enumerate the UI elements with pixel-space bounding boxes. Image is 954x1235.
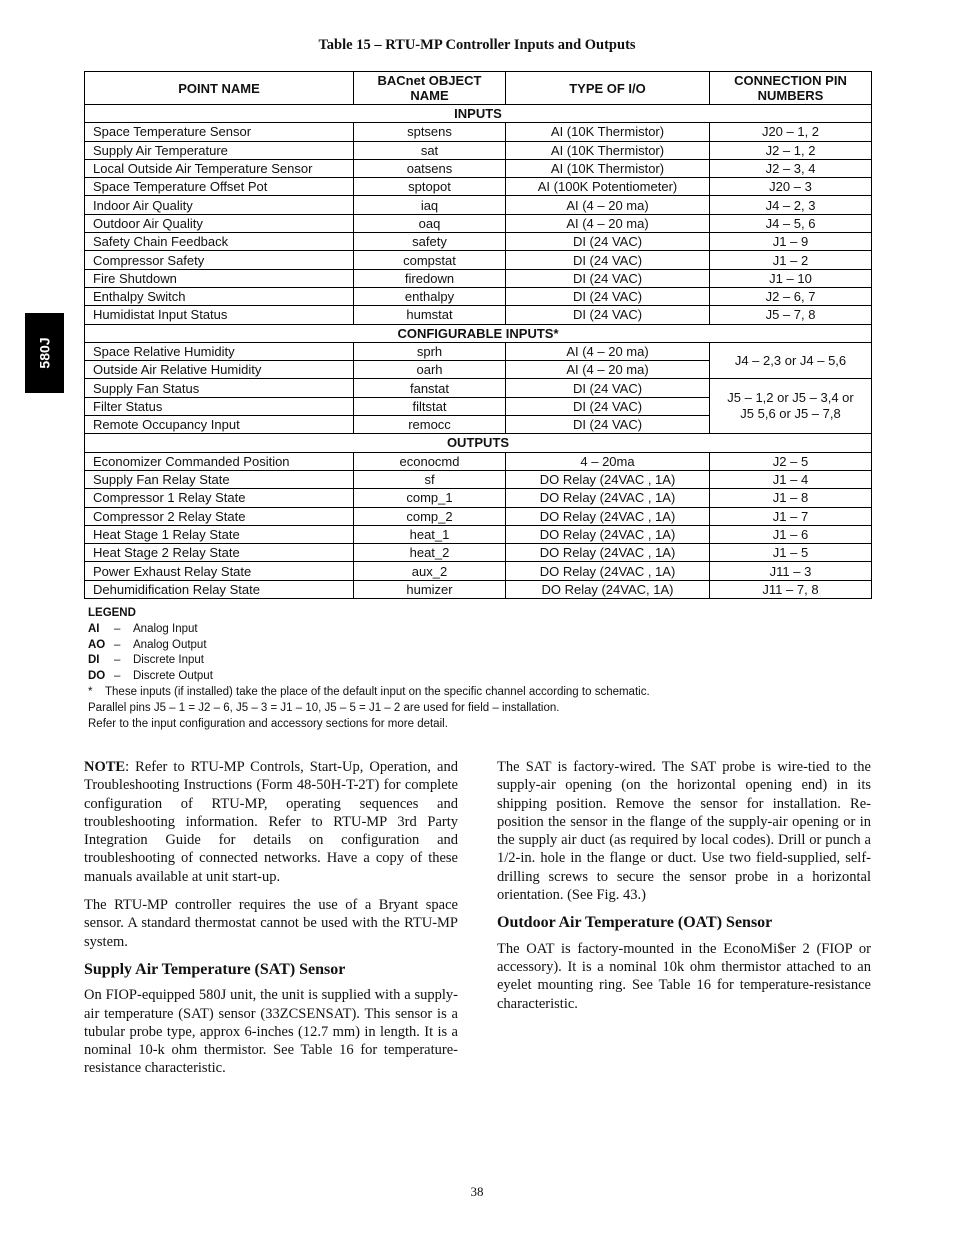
table-row bbox=[85, 251, 872, 269]
io-type-cell: AI (10K Thermistor) bbox=[506, 159, 710, 177]
io-type-cell: AI (4 – 20 ma) bbox=[506, 196, 710, 214]
bacnet-object-cell: comp_1 bbox=[354, 489, 506, 507]
bacnet-object-cell: humstat bbox=[354, 306, 506, 324]
pin-cell: J1 – 5 bbox=[710, 544, 872, 562]
legend bbox=[88, 606, 888, 732]
io-type-cell: 4 – 20ma bbox=[506, 452, 710, 470]
header-point-name: POINT NAME bbox=[85, 72, 354, 105]
table-header-row bbox=[85, 72, 872, 105]
section-side-tab bbox=[25, 313, 64, 393]
section-outputs: OUTPUTS bbox=[85, 434, 872, 452]
bacnet-object-cell: humizer bbox=[354, 580, 506, 598]
io-type-cell: DO Relay (24VAC , 1A) bbox=[506, 525, 710, 543]
pin-cell: J20 – 1, 2 bbox=[710, 123, 872, 141]
bacnet-object-cell: oatsens bbox=[354, 159, 506, 177]
point-name-cell: Space Temperature Sensor bbox=[85, 123, 354, 141]
io-table bbox=[84, 71, 872, 599]
table-row bbox=[85, 269, 872, 287]
legend-star-text: These inputs (if installed) take the place of the default input on the specific channel according to schematic. bbox=[105, 685, 650, 698]
point-name-cell: Local Outside Air Temperature Sensor bbox=[85, 159, 354, 177]
pin-cell: J1 – 10 bbox=[710, 269, 872, 287]
note-paragraph bbox=[84, 758, 458, 886]
header-type-of-io: TYPE OF I/O bbox=[506, 72, 710, 105]
table-row bbox=[85, 342, 872, 360]
right-text-column bbox=[497, 758, 871, 1023]
io-type-cell: DI (24 VAC) bbox=[506, 233, 710, 251]
io-type-cell: DO Relay (24VAC , 1A) bbox=[506, 507, 710, 525]
bacnet-object-cell: sf bbox=[354, 470, 506, 488]
legend-description: Discrete Output bbox=[133, 670, 213, 683]
point-name-cell: Space Relative Humidity bbox=[85, 342, 354, 360]
point-name-cell: Remote Occupancy Input bbox=[85, 416, 354, 434]
pin-cell: J1 – 9 bbox=[710, 233, 872, 251]
bacnet-object-cell: firedown bbox=[354, 269, 506, 287]
io-type-cell: AI (100K Potentiometer) bbox=[506, 178, 710, 196]
table-row bbox=[85, 123, 872, 141]
legend-item bbox=[88, 669, 888, 685]
pin-group-line: J5 5,6 or J5 – 7,8 bbox=[740, 406, 841, 422]
point-name-cell: Enthalpy Switch bbox=[85, 287, 354, 305]
legend-item bbox=[88, 622, 888, 638]
table-row bbox=[85, 287, 872, 305]
legend-dash: – bbox=[114, 638, 121, 651]
note-text: : Refer to RTU-MP Controls, Start-Up, Operation, and Troubleshooting Instructions (Form 48-50H-T-2T) for complete configuration of RTU-MP, operating sequences and troubleshooting information. Refer to RTU-MP 3rd Party Integration Guide for details on configuration and troubleshooting of connected networks. Have a copy of these manuals available at unit start-up. bbox=[84, 759, 458, 885]
section-row bbox=[85, 105, 872, 123]
legend-description: Analog Input bbox=[133, 622, 198, 635]
left-text-column bbox=[84, 758, 458, 1088]
io-type-cell: AI (10K Thermistor) bbox=[506, 123, 710, 141]
bacnet-object-cell: aux_2 bbox=[354, 562, 506, 580]
page-number: 38 bbox=[470, 1184, 484, 1199]
legend-abbreviation: DO bbox=[88, 670, 106, 683]
legend-abbreviation: AI bbox=[88, 622, 100, 635]
point-name-cell: Compressor Safety bbox=[85, 251, 354, 269]
io-type-cell: DI (24 VAC) bbox=[506, 379, 710, 397]
table-row bbox=[85, 562, 872, 580]
legend-item bbox=[88, 638, 888, 654]
legend-note-star bbox=[88, 685, 888, 701]
io-type-cell: DO Relay (24VAC, 1A) bbox=[506, 580, 710, 598]
pin-cell-status-group bbox=[710, 379, 872, 434]
section-row bbox=[85, 434, 872, 452]
point-name-cell: Compressor 2 Relay State bbox=[85, 507, 354, 525]
table-row bbox=[85, 306, 872, 324]
side-tab-label: 580J bbox=[36, 337, 53, 369]
point-name-cell: Humidistat Input Status bbox=[85, 306, 354, 324]
point-name-cell: Heat Stage 1 Relay State bbox=[85, 525, 354, 543]
io-type-cell: AI (4 – 20 ma) bbox=[506, 214, 710, 232]
point-name-cell: Outside Air Relative Humidity bbox=[85, 361, 354, 379]
bacnet-object-cell: comp_2 bbox=[354, 507, 506, 525]
legend-note-refer: Refer to the input configuration and accessory sections for more detail. bbox=[88, 717, 448, 730]
point-name-cell: Supply Fan Status bbox=[85, 379, 354, 397]
io-table-body bbox=[85, 105, 872, 599]
table-row bbox=[85, 544, 872, 562]
legend-description: Analog Output bbox=[133, 638, 207, 651]
io-type-cell: DI (24 VAC) bbox=[506, 251, 710, 269]
table-row bbox=[85, 214, 872, 232]
table-row bbox=[85, 178, 872, 196]
table-row bbox=[85, 525, 872, 543]
io-type-cell: DI (24 VAC) bbox=[506, 306, 710, 324]
table-row bbox=[85, 141, 872, 159]
legend-description: Discrete Input bbox=[133, 654, 204, 667]
note-label: NOTE bbox=[84, 759, 126, 775]
bacnet-object-cell: heat_1 bbox=[354, 525, 506, 543]
pin-cell: J2 – 6, 7 bbox=[710, 287, 872, 305]
legend-note-parallel: Parallel pins J5 – 1 = J2 – 6, J5 – 3 = J1 – 10, J5 – 5 = J1 – 2 are used for field – installation. bbox=[88, 701, 560, 714]
legend-abbreviation: AO bbox=[88, 638, 106, 651]
sat-sensor-heading: Supply Air Temperature (SAT) Sensor bbox=[84, 960, 346, 978]
table-row bbox=[85, 489, 872, 507]
bacnet-object-cell: safety bbox=[354, 233, 506, 251]
bacnet-object-cell: sat bbox=[354, 141, 506, 159]
legend-dash: – bbox=[114, 622, 121, 635]
io-type-cell: AI (4 – 20 ma) bbox=[506, 342, 710, 360]
sat-install-paragraph: The SAT is factory-wired. The SAT probe is wire-tied to the supply-air opening (on the horizontal opening end) in its shipping position. Remove the sensor for installation. Re-position the sensor in the flange of the supply-air opening or in the supply air duct (as required by local codes). Drill or punch a 1/2-in. hole in the flange or duct. Use two field-supplied, self-drilling screws to secure the sensor probe in a horizontal orientation. (See Fig. 43.) bbox=[497, 759, 871, 904]
table-row bbox=[85, 379, 872, 397]
bacnet-object-cell: sptopot bbox=[354, 178, 506, 196]
bacnet-object-cell: sptsens bbox=[354, 123, 506, 141]
io-type-cell: AI (4 – 20 ma) bbox=[506, 361, 710, 379]
legend-heading: LEGEND bbox=[88, 607, 136, 619]
pin-cell: J1 – 2 bbox=[710, 251, 872, 269]
pin-cell: J11 – 3 bbox=[710, 562, 872, 580]
table-title: Table 15 – RTU-MP Controller Inputs and Outputs bbox=[318, 37, 636, 53]
legend-abbreviation: DI bbox=[88, 654, 100, 667]
io-type-cell: AI (10K Thermistor) bbox=[506, 141, 710, 159]
legend-items bbox=[88, 622, 888, 685]
point-name-cell: Compressor 1 Relay State bbox=[85, 489, 354, 507]
bacnet-object-cell: filtstat bbox=[354, 397, 506, 415]
bacnet-object-cell: compstat bbox=[354, 251, 506, 269]
bacnet-object-cell: remocc bbox=[354, 416, 506, 434]
point-name-cell: Supply Air Temperature bbox=[85, 141, 354, 159]
point-name-cell: Indoor Air Quality bbox=[85, 196, 354, 214]
table-row bbox=[85, 452, 872, 470]
io-type-cell: DI (24 VAC) bbox=[506, 397, 710, 415]
point-name-cell: Safety Chain Feedback bbox=[85, 233, 354, 251]
bacnet-object-cell: econocmd bbox=[354, 452, 506, 470]
bacnet-object-cell: oarh bbox=[354, 361, 506, 379]
io-type-cell: DI (24 VAC) bbox=[506, 269, 710, 287]
pin-cell: J2 – 5 bbox=[710, 452, 872, 470]
pin-cell: J1 – 7 bbox=[710, 507, 872, 525]
pin-cell: J1 – 4 bbox=[710, 470, 872, 488]
point-name-cell: Dehumidification Relay State bbox=[85, 580, 354, 598]
io-type-cell: DO Relay (24VAC , 1A) bbox=[506, 562, 710, 580]
table-row bbox=[85, 507, 872, 525]
pin-cell: J4 – 2, 3 bbox=[710, 196, 872, 214]
header-bacnet-object-name: BACnet OBJECT NAME bbox=[354, 72, 506, 105]
table-row bbox=[85, 159, 872, 177]
table-row bbox=[85, 196, 872, 214]
sat-sensor-paragraph: On FIOP-equipped 580J unit, the unit is supplied with a supply-air temperature (SAT) sensor (33ZCSENSAT). This sensor is a tubular probe type, approx 6-inches (12.7 mm) in length. It is a nominal 10-k ohm thermistor. See Table 16 for temperature-resistance characteristic. bbox=[84, 987, 458, 1077]
pin-cell: J20 – 3 bbox=[710, 178, 872, 196]
legend-dash: – bbox=[114, 670, 121, 683]
table-row bbox=[85, 233, 872, 251]
pin-cell: J1 – 6 bbox=[710, 525, 872, 543]
pin-cell: J2 – 3, 4 bbox=[710, 159, 872, 177]
section-row bbox=[85, 324, 872, 342]
pin-cell: J5 – 7, 8 bbox=[710, 306, 872, 324]
point-name-cell: Space Temperature Offset Pot bbox=[85, 178, 354, 196]
io-type-cell: DO Relay (24VAC , 1A) bbox=[506, 470, 710, 488]
legend-item bbox=[88, 653, 888, 669]
space-sensor-paragraph: The RTU-MP controller requires the use of a Bryant space sensor. A standard thermostat cannot be used with the RTU-MP system. bbox=[84, 897, 458, 950]
table-row bbox=[85, 580, 872, 598]
point-name-cell: Heat Stage 2 Relay State bbox=[85, 544, 354, 562]
point-name-cell: Outdoor Air Quality bbox=[85, 214, 354, 232]
io-type-cell: DI (24 VAC) bbox=[506, 416, 710, 434]
legend-star-mark: * bbox=[88, 685, 93, 698]
pin-cell: J4 – 5, 6 bbox=[710, 214, 872, 232]
oat-sensor-paragraph: The OAT is factory-mounted in the EconoMi$er 2 (FIOP or accessory). It is a nominal 10k ohm thermistor attached to an eyelet mounting ring. See Table 16 for temperature-resistance characteristic. bbox=[497, 940, 871, 1012]
io-type-cell: DI (24 VAC) bbox=[506, 287, 710, 305]
bacnet-object-cell: heat_2 bbox=[354, 544, 506, 562]
bacnet-object-cell: iaq bbox=[354, 196, 506, 214]
section-inputs: INPUTS bbox=[85, 105, 872, 123]
point-name-cell: Economizer Commanded Position bbox=[85, 452, 354, 470]
io-type-cell: DO Relay (24VAC , 1A) bbox=[506, 489, 710, 507]
section-configurable-inputs: CONFIGURABLE INPUTS* bbox=[85, 324, 872, 342]
bacnet-object-cell: fanstat bbox=[354, 379, 506, 397]
point-name-cell: Fire Shutdown bbox=[85, 269, 354, 287]
pin-cell: J2 – 1, 2 bbox=[710, 141, 872, 159]
point-name-cell: Filter Status bbox=[85, 397, 354, 415]
pin-cell: J1 – 8 bbox=[710, 489, 872, 507]
bacnet-object-cell: enthalpy bbox=[354, 287, 506, 305]
pin-group-line: J5 – 1,2 or J5 – 3,4 or bbox=[727, 390, 854, 406]
point-name-cell: Power Exhaust Relay State bbox=[85, 562, 354, 580]
pin-cell-humidity-group: J4 – 2,3 or J4 – 5,6 bbox=[710, 342, 872, 379]
point-name-cell: Supply Fan Relay State bbox=[85, 470, 354, 488]
pin-cell: J11 – 7, 8 bbox=[710, 580, 872, 598]
bacnet-object-cell: sprh bbox=[354, 342, 506, 360]
io-type-cell: DO Relay (24VAC , 1A) bbox=[506, 544, 710, 562]
oat-sensor-heading: Outdoor Air Temperature (OAT) Sensor bbox=[497, 914, 773, 932]
table-row bbox=[85, 470, 872, 488]
bacnet-object-cell: oaq bbox=[354, 214, 506, 232]
legend-dash: – bbox=[114, 654, 121, 667]
header-connection-pin-numbers: CONNECTION PIN NUMBERS bbox=[710, 72, 872, 105]
